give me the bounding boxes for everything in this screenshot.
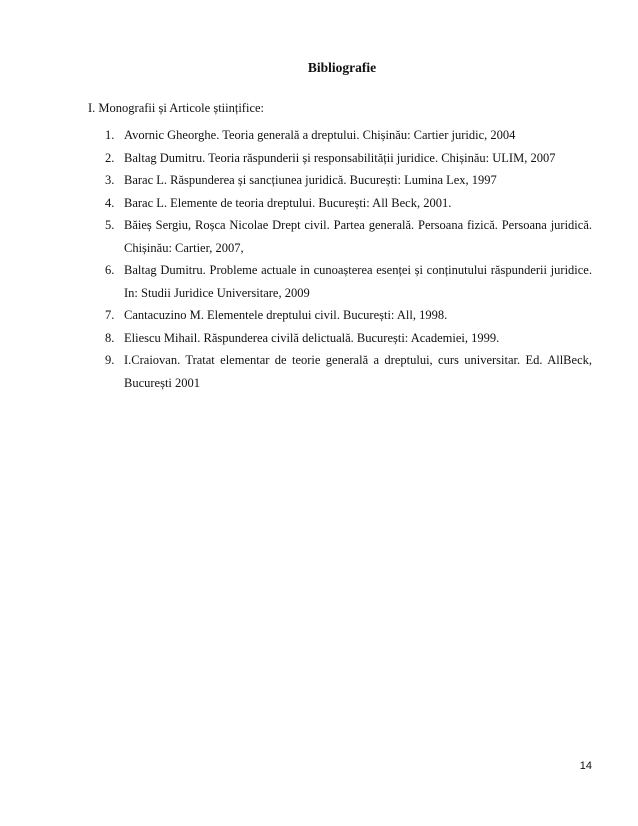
entry-text: I.Craiovan. Tratat elementar de teorie generală a dreptului, curs universitar. Ed. AllBeck, București 2001 (124, 353, 592, 390)
bibliography-entry (100, 124, 592, 147)
page-number: 14 (579, 760, 592, 772)
entry-number: 4. (105, 195, 115, 210)
bibliography-entry (100, 192, 592, 215)
entry-number: 3. (105, 173, 115, 187)
page-title: Bibliografie (307, 60, 377, 75)
entry-text: Cantacuzino M. Elementele dreptului civil. București: All, 1998. (124, 308, 448, 322)
bibliography-entry (100, 259, 592, 304)
section-heading: I. Monografii și Articole științifice: (88, 101, 265, 115)
entry-text: Barac L. Elemente de teoria dreptului. București: All Beck, 2001. (124, 195, 452, 210)
entry-text: Băieș Sergiu, Roșca Nicolae Drept civil. Partea generală. Persoana fizică. Persoana juridică. Chișinău: Cartier, 2007, (124, 218, 592, 255)
entry-text: Baltag Dumitru. Teoria răspunderii și responsabilității juridice. Chișinău: ULIM, 2007 (124, 150, 556, 165)
entry-text: Barac L. Răspunderea și sancțiunea juridică. București: Lumina Lex, 1997 (124, 173, 497, 187)
entry-number: 6. (105, 263, 115, 277)
bibliography-entry (100, 169, 592, 192)
entry-number: 1. (105, 128, 115, 142)
entry-number: 8. (105, 330, 115, 345)
bibliography-entry (100, 327, 592, 350)
bibliography-entry (100, 147, 592, 170)
entry-text: Eliescu Mihail. Răspunderea civilă delictuală. București: Academiei, 1999. (124, 330, 500, 345)
bibliography-list (100, 124, 592, 394)
bibliography-entry (100, 349, 592, 394)
entry-text: Baltag Dumitru. Probleme actuale in cunoașterea esenței și conținutului răspunderii juridice. In: Studii Juridice Universitare, 2009 (124, 263, 592, 300)
entry-number: 5. (105, 218, 115, 232)
entry-number: 2. (105, 150, 115, 165)
bibliography-entry (100, 214, 592, 259)
entry-text: Avornic Gheorghe. Teoria generală a dreptului. Chișinău: Cartier juridic, 2004 (124, 128, 516, 142)
bibliography-entry (100, 304, 592, 327)
entry-number: 7. (105, 308, 115, 322)
entry-number: 9. (105, 353, 115, 367)
